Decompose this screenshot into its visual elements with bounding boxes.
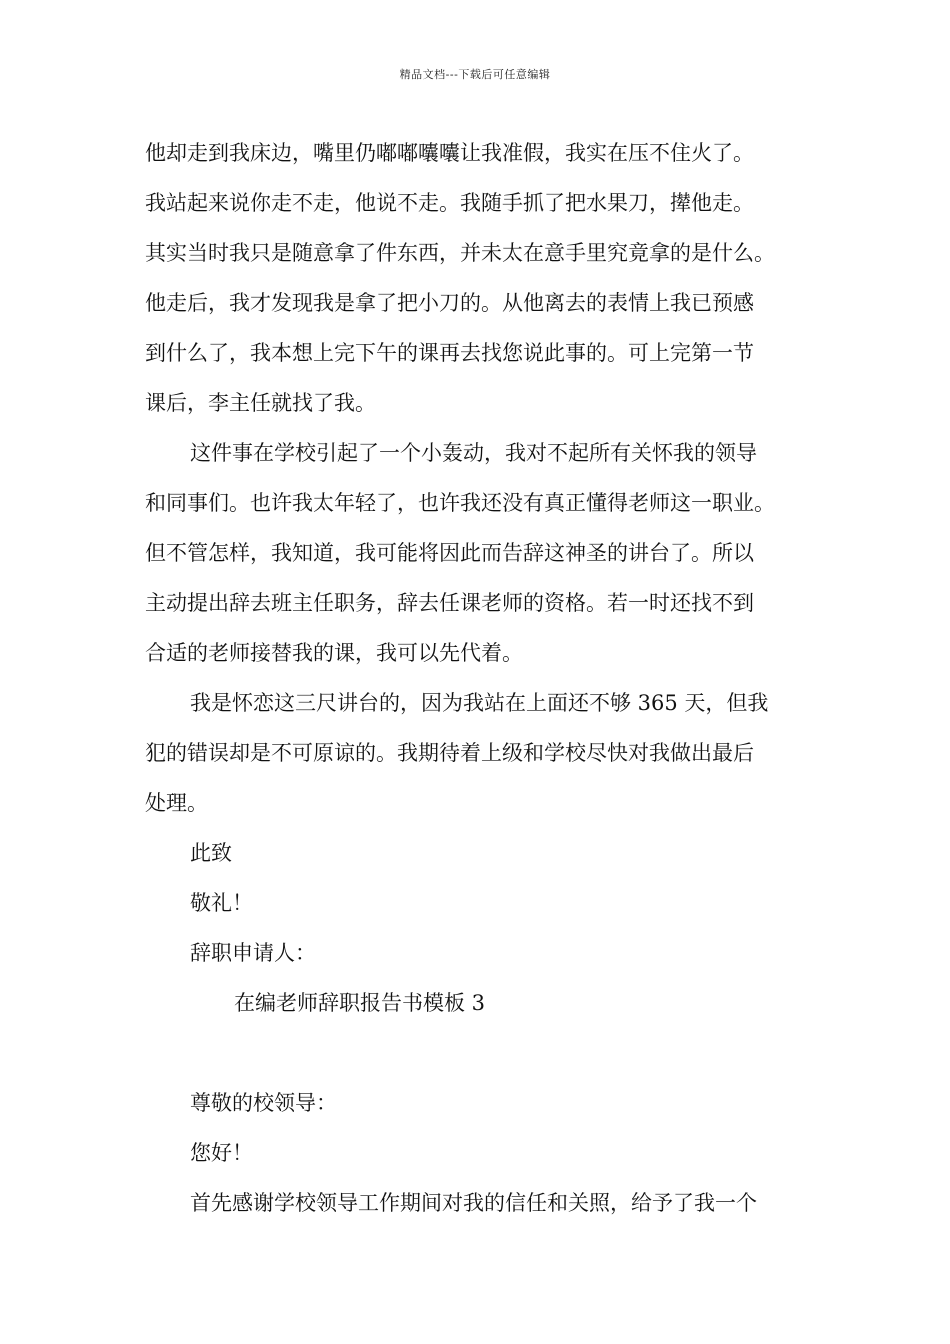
paragraph-start-line: 首先感谢学校领导工作期间对我的信任和关照，给予了我一个 <box>190 1191 757 1215</box>
text-line: 处理。 <box>145 791 208 815</box>
text-line: 到什么了，我本想上完下午的课再去找您说此事的。可上完第一节 <box>145 341 754 365</box>
text-line: 犯的错误却是不可原谅的。我期待着上级和学校尽快对我做出最后 <box>145 741 754 765</box>
text-line: 主动提出辞去班主任职务，辞去任课老师的资格。若一时还找不到 <box>145 591 754 615</box>
paragraph-start-line: 我是怀恋这三尺讲台的，因为我站在上面还不够 365 天，但我 <box>190 691 769 715</box>
blank-spacer <box>145 1028 825 1078</box>
applicant-signature-label: 辞职申请人： <box>190 941 316 965</box>
greeting: 您好！ <box>190 1141 253 1165</box>
paragraph-start-line: 这件事在学校引起了一个小轰动，我对不起所有关怀我的领导 <box>190 441 757 465</box>
text-line: 合适的老师接替我的课，我可以先代着。 <box>145 641 523 665</box>
text-line: 但不管怎样，我知道，我可能将因此而告辞这神圣的讲台了。所以 <box>145 541 754 565</box>
text-line: 他走后，我才发现我是拿了把小刀的。从他离去的表情上我已预感 <box>145 291 754 315</box>
text-line: 课后，李主任就找了我。 <box>145 391 376 415</box>
closing-regards: 敬礼！ <box>190 891 253 915</box>
section-title: 在编老师辞职报告书模板 3 <box>234 991 486 1015</box>
text-line: 和同事们。也许我太年轻了，也许我还没有真正懂得老师这一职业。 <box>145 491 775 515</box>
page-header: 精品文档---下载后可任意编辑 <box>399 68 551 81</box>
text-line: 其实当时我只是随意拿了件东西，并未太在意手里究竟拿的是什么。 <box>145 241 775 265</box>
greeting-recipient: 尊敬的校领导： <box>190 1091 337 1115</box>
document-body <box>145 128 825 1228</box>
text-line: 他却走到我床边，嘴里仍嘟嘟囔囔让我准假，我实在压不住火了。 <box>145 141 754 165</box>
text-line: 我站起来说你走不走，他说不走。我随手抓了把水果刀，撵他走。 <box>145 191 754 215</box>
closing-salutation: 此致 <box>190 841 232 865</box>
